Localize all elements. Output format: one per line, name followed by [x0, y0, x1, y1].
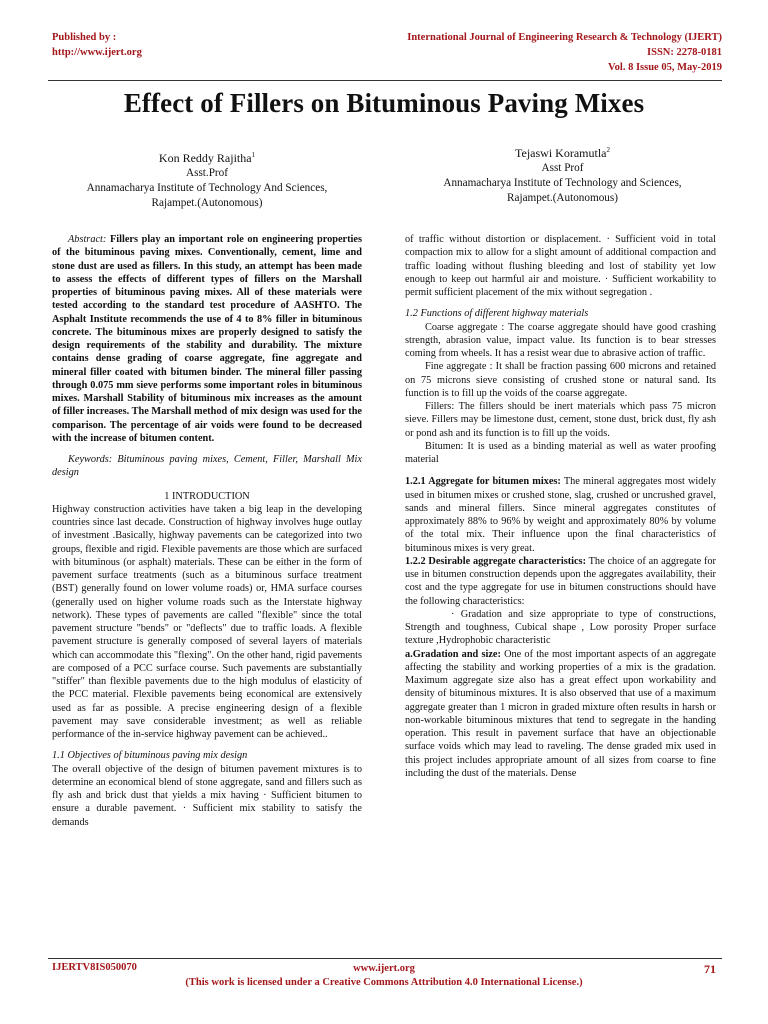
publisher-url[interactable]: http://www.ijert.org [52, 47, 142, 58]
section-a-text: One of the most important aspects of an aggregate affecting the stability and working properties of a mix is the gradation. Maximum aggregate size also has a great effect upon workability and density of bituminous mixtures. It is also observed that use of a maximum aggregate greater than 1 micron in graded mixture often results in harsh or non-workable bituminous mixtures that tend to segregate in the handing operation. This result in pavement surface that have an objectionable surface voids which may lead to raveling. The dense graded mix used in this project includes appropriate amount of all sizes from coarse to fine including the dust of the materials. Dense [405, 648, 716, 779]
author-2-sup: 2 [606, 146, 610, 154]
footer-divider [48, 958, 722, 959]
fillers-text: Fillers: The fillers should be inert materials which pass 75 micron sieve. Fillers may be limestone dust, cement, stone dust, brick dust, fly ash or pond ash and its function is to fill up the voids. [405, 401, 716, 439]
abstract [52, 233, 362, 445]
section-1-2-1-text: The mineral aggregates most widely used in bitumen mixes or crushed stone, slag, crushed or uncrushed gravel, sands and mineral fillers. Since mineral aggregates constitutes of approximately 88% to 96% by weight and approximately 80% by volume of the total mix. Their influence upon the final characteristics of bituminous mixes is very great. [405, 476, 717, 554]
journal-name: International Journal of Engineering Research & Technology (IJERT) [407, 32, 722, 43]
page-number: 71 [704, 962, 716, 976]
header-divider [48, 80, 722, 81]
intro-heading: 1 INTRODUCTION [164, 490, 250, 502]
author-1-role: Asst.Prof [186, 167, 228, 179]
intro-text: Highway construction activities have taken a big leap in the developing countries since last decade. Construction of highway involves huge outlay of investment .Basically, highway pavements can be categorized into two groups, flexible and rigid. Flexible pavements are those which are surfaced with bituminous (or asphalt) materials. These can be either in the form of pavement surface treatments (such as a bituminous surface treatment (BST) generally found on lower volume roads) or, HMA surface courses (generally used on higher volume roads such as the Interstate highway network). These types of pavements are called "flexible" since the total pavement structure "bends" or "deflects" due to traffic loads. A flexible pavement structure is generally composed of several layers of materials which can accommodate this "flexing". On the other hand, rigid pavements are composed of a PCC surface course. Such pavements are substantially "stiffer" than flexible pavements due to the high modulus of elasticity of the PCC material. Flexible pavements being economical are extensively used as far as possible. A precise engineering design of a flexible pavement may save considerable investment; as well as reliable performance of the in-service highway pavement can be achieved.. [52, 503, 362, 740]
author-1-affiliation: Annamacharya Institute of Technology And Sciences, [86, 182, 328, 194]
bitumen-text: Bitumen: It is used as a binding material as well as water proofing material [405, 440, 716, 465]
paper-id: IJERTV8IS050070 [52, 962, 137, 973]
author-1-sup: 1 [251, 151, 256, 159]
author-1-location: Rajampet.(Autonomous) [151, 197, 263, 209]
footer-license: (This work is licensed under a Creative Commons Attribution 4.0 International License.) [185, 977, 583, 988]
gradation-list: · Gradation and size appropriate to type of constructions, Strength and toughness, Cubical shape , Low porosity Proper surface texture ,Hydrophobic characteristic [405, 608, 716, 647]
left-column [52, 233, 362, 829]
objectives-heading: 1.1 Objectives of bituminous paving mix design [52, 750, 248, 762]
author-2-location: Rajampet.(Autonomous) [507, 192, 618, 204]
section-1-2-2-text: The choice of an aggregate for use in bitumen construction depends upon the aggregates availability, their cost and the type aggregate for use in bitumen constructions should have the following characteristics: [405, 555, 716, 607]
abstract-text: Fillers play an important role on engineering properties of the bituminous paving mixes. Conventionally, cement, lime and stone dust are used as fillers. In this study, an attempt has been made to assess the effects of different types of fillers on the Marshall properties of bituminous paving mixes. All of these materials were tested according to the standard test procedure of AASHTO. The Asphalt Institute recommends the use of 4 to 8% filler in bituminous concrete. The bituminous mixes are properly designed to satisfy the design requirements of the stability and durability. The mixture contains dense grading of coarse aggregate, fine aggregate and mineral filler coated with bitumen binder. The mineral filler passing through 0.075 mm sieve performs some important roles in bituminous mixes. Marshall Stability of bituminous mix increases as the amount of filler increases. The Marshall method of mix design was used for the comparison. The percentage of air voids were found to be decreased with the increase of bitumen content. [52, 234, 362, 444]
author-2-name: Tejaswi Koramutla [515, 146, 607, 160]
author-2-affiliation: Annamacharya Institute of Technology and Sciences, [443, 177, 682, 189]
right-column [405, 233, 716, 780]
continued-text: of traffic without distortion or displacement. · Sufficient void in total compaction mix to allow for a slight amount of additional compaction and traffic loading without flushing bleeding and lost of stability yet low enough to keep out harmful air and moisture. · Sufficient workability to permit sufficient placement of the mix without segregation . [405, 234, 716, 298]
header-left [52, 30, 142, 60]
objectives-text: The overall objective of the design of bitumen pavement mixtures is to determine an economical blend of stone aggregate, sand and fillers such as fly ash and brick dust that yields a mix having · Sufficient bitumen to ensure a durable pavement. · Sufficient mix stability to satisfy the demands [52, 763, 362, 828]
section-1-2-2 [405, 555, 716, 608]
section-1-2-1-label: 1.2.1 Aggregate for bitumen mixes: [405, 476, 561, 488]
author-2-role: Asst Prof [541, 162, 584, 174]
footer-site[interactable]: www.ijert.org [353, 963, 415, 974]
functions-heading: 1.2 Functions of different highway materials [405, 308, 589, 320]
author-1-name: Kon Reddy Rajitha [158, 151, 252, 165]
volume-issue: Vol. 8 Issue 05, May-2019 [608, 62, 722, 73]
author-2 [400, 143, 725, 206]
abstract-label: Abstract: [68, 234, 107, 245]
section-1-2-2-label: 1.2.2 Desirable aggregate characteristics: [405, 555, 586, 567]
fine-aggregate-text: Fine aggregate : It shall be fraction passing 600 microns and retained on 75 microns sieve consisting of crushed stone or natural sand. Its function is to fill up the voids of the coarse aggregate. [405, 361, 716, 399]
issn: ISSN: 2278-0181 [647, 47, 722, 58]
section-a-label: a.Gradation and size: [405, 648, 501, 660]
coarse-aggregate-text: Coarse aggregate : The coarse aggregate should have good crashing strength, abrasion value, impact value. Its function is to bear stresses coming from wheels. It has a resist wear due to abrasive action of traffic. [405, 321, 716, 359]
author-1 [52, 148, 362, 211]
header-right [407, 30, 722, 75]
paper-title: Effect of Fillers on Bituminous Paving Mixes [123, 88, 645, 118]
section-1-2-1 [405, 475, 716, 555]
footer-center [0, 962, 768, 990]
keywords: Keywords: Bituminous paving mixes, Cement, Filler, Marshall Mix design [52, 454, 362, 479]
publisher-label: Published by : [52, 32, 117, 43]
section-a [405, 648, 716, 781]
